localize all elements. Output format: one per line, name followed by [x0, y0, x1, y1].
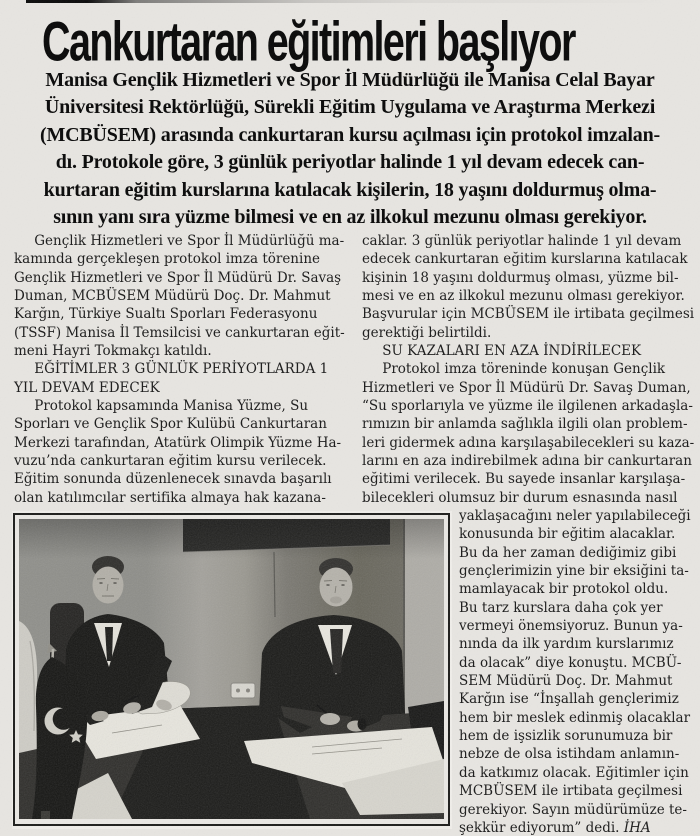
text-line: nında da ilk yardım kurslarımız — [459, 636, 674, 653]
text-line: gerektiği belirtildi. — [362, 324, 492, 341]
text-line: Bu tarz kurslara daha çok yer — [459, 599, 663, 616]
text-line: Karğın, Türkiye Sualtı Sporları Federasyonu — [14, 306, 318, 323]
text-line: SEM Müdürü Doç. Dr. Mahmut — [459, 673, 673, 690]
text-line: Hizmetleri ve Spor İl Müdürü Dr. Savaş Duman, — [362, 379, 691, 396]
news-photo — [12, 511, 452, 829]
text-line: nebze de olsa istihdam anlamın- — [459, 746, 680, 763]
text-line: hem bir meslek edinmiş olacaklar — [459, 709, 691, 726]
text-line: dı. Protokole göre, 3 günlük periyotlar halinde 1 yıl devam edecek can- — [55, 151, 645, 174]
text-line: vermeyi önemsiyoruz. Bunun ya- — [459, 618, 683, 635]
text-line: sının yanı sıra yüzme bilmesi ve en az ilkokul mezunu olması gerekiyor. — [53, 205, 647, 228]
text-line: bilecekleri olumsuz bir durum esnasında nasıl — [362, 489, 678, 506]
standfirst — [8, 67, 692, 231]
text-line: mesi ve en az ilkokul mezunu olması gerekiyor. — [362, 288, 685, 305]
agency-credit: İHA — [623, 819, 651, 836]
text-line: (TSSF) Manisa İl Temsilcisi ve cankurtaran eğit- — [14, 324, 345, 341]
text-line: yaklaşacağını neler yapılabileceği — [459, 508, 691, 524]
headline: Cankurtaran eğitimleri başlıyor — [42, 10, 575, 73]
text-line: rımızın bir anlamda sağlıkla ilgili olan problem- — [362, 416, 688, 433]
text-line: da olacak” diye konuştu. MCBÜ- — [459, 654, 682, 671]
news-photo-art — [12, 511, 452, 829]
text-line: olan katılımcılar sertifika almaya hak kazana- — [14, 489, 326, 506]
text-line: kamında gerçekleşen protokol imza törenine — [14, 251, 321, 268]
text-line: Başvurular için MCBÜSEM ile irtibata geçilmesi — [362, 306, 695, 323]
text-line: “Su sporlarıyla ve yüzme ile ilgilenen arkadaşla- — [362, 398, 693, 415]
body-column-left — [14, 232, 347, 507]
text-line: hem de işsizlik sorunumuza bir — [459, 728, 673, 745]
text-line: eğitimi verilecek. Bu sayede insanlar karşılaşa- — [362, 471, 686, 488]
text-line: Eğitim sonunda düzenlenecek sınavda başarılı — [14, 471, 332, 488]
text-line: Merkezi tarafından, Atatürk Olimpik Yüzme Ha- — [14, 434, 342, 451]
text-line: Karğın ise “İnşallah gençlerimiz — [459, 691, 679, 708]
text-line: kişinin 18 yaşını doldurmuş olması, yüzme bil- — [362, 269, 679, 286]
text-line: Manisa Gençlik Hizmetleri ve Spor İl Müdürlüğü ile Manisa Celal Bayar — [45, 69, 655, 91]
text-line: edecek cankurtaran eğitim kurslarına katılacak — [362, 251, 688, 268]
text-line: vuzu’nda cankurtaran eğitim kursu verilecek. — [14, 453, 327, 470]
page-top-rule — [26, 0, 676, 3]
text-line: Gençlik Hizmetleri ve Spor İl Müdürü Dr. Savaş — [14, 269, 342, 286]
text-line: leri gidermek adına karşılaşabilecekleri su kaza- — [362, 434, 695, 451]
text-line: konusunda bir eğitim alacaklar. — [459, 526, 676, 543]
text-line: Gençlik Hizmetleri ve Spor İl Müdürlüğü ma- — [14, 233, 345, 249]
text-line: gençlerimizin yine bir eksiğini ta- — [459, 563, 689, 580]
text-line: mamlayacak bir protokol oldu. — [459, 581, 669, 598]
text-line: SU KAZALARI EN AZA İNDİRİLECEK — [362, 343, 642, 360]
closing-text: şekkür ediyorum” dedi. — [459, 819, 620, 836]
text-line: EĞİTİMLER 3 GÜNLÜK PERİYOTLARDA 1 — [14, 361, 329, 378]
body-column-right-lower — [459, 507, 697, 836]
text-line: YIL DEVAM EDECEK — [14, 379, 160, 396]
text-line: caklar. 3 günlük periyotlar halinde 1 yıl devam — [362, 233, 682, 249]
text-line: Sporları ve Gençlik Spor Kulübü Cankurtaran — [14, 416, 327, 433]
text-line: Bu da her zaman dediğimiz gibi — [459, 544, 677, 561]
text-line: MCBÜSEM ile irtibata geçilmesi — [459, 783, 683, 800]
text-line: larını en aza indirebilmek adına bir cankurtaran — [362, 453, 692, 470]
text-line: meni Hayri Tokmakçı katıldı. — [14, 343, 212, 360]
text-line: Protokol imza töreninde konuşan Gençlik — [362, 361, 666, 378]
text-line: Protokol kapsamında Manisa Yüzme, Su — [14, 398, 309, 415]
body-column-right-upper — [362, 232, 697, 507]
text-line: gerekiyor. Sayın müdürümüze te- — [459, 801, 687, 818]
text-line: Duman, MCBÜSEM Müdürü Doç. Dr. Mahmut — [14, 288, 331, 305]
text-line: kurtaran eğitim kurslarına katılacak kişilerin, 18 yaşını doldurmuş olma- — [43, 178, 657, 201]
photo-grain — [19, 519, 444, 819]
text-line: da katkımız olacak. Eğitimler için — [459, 764, 689, 781]
text-line: (MCBÜSEM) arasında cankurtaran kursu açılması için protokol imzalan- — [40, 123, 660, 146]
body-lines — [459, 507, 697, 819]
text-line: Üniversitesi Rektörlüğü, Sürekli Eğitim Uygulama ve Araştırma Merkezi — [44, 96, 656, 119]
closing-line — [459, 819, 697, 836]
